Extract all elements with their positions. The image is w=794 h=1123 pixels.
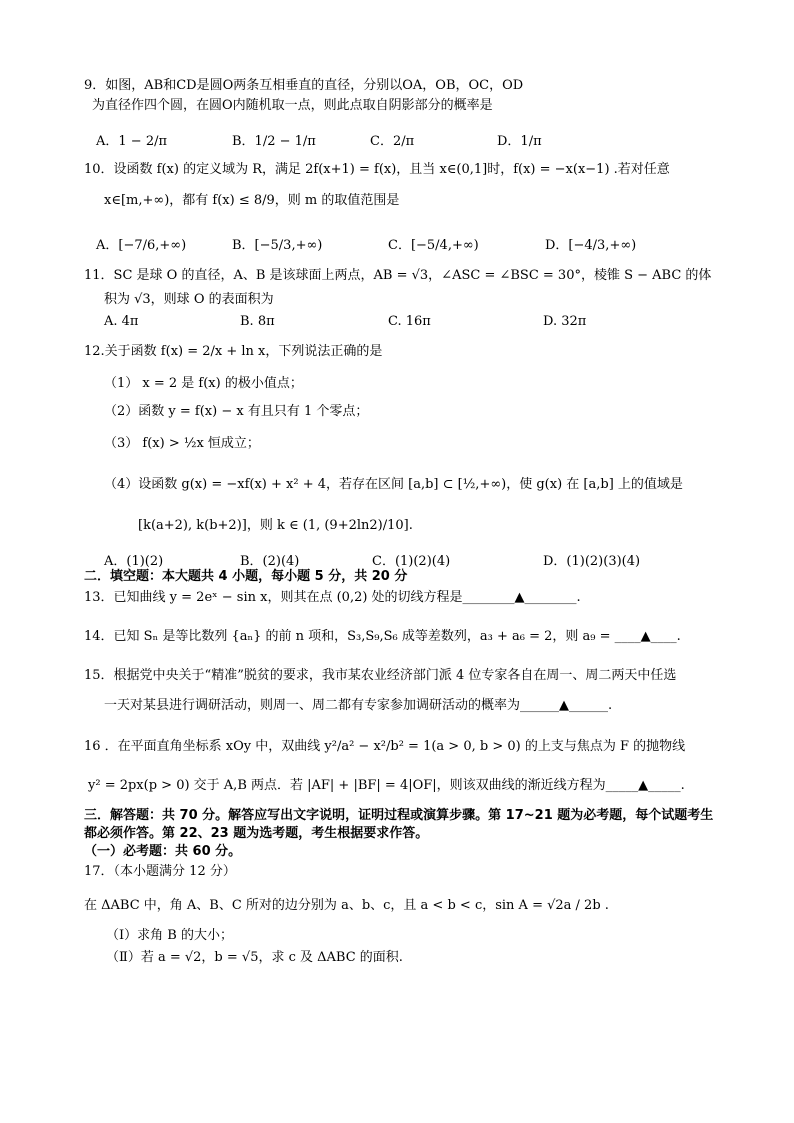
q12-option-d: D．(1)(2)(3)(4) [543, 554, 641, 569]
section-2-heading: 二．填空题：本大题共 4 小题，每小题 5 分，共 20 分 [84, 569, 408, 584]
q17-heading: 17．（本小题满分 12 分） [84, 864, 236, 879]
q11-option-a: A. 4π [104, 314, 139, 329]
q17-part-2: （Ⅱ）若 a = √2，b = √5，求 c 及 ΔABC 的面积. [106, 950, 403, 965]
q13: 13．已知曲线 y = 2eˣ − sin x，则其在点 (0,2) 处的切线方程是________▲________. [84, 590, 581, 605]
q11-line2: 积为 √3，则球 O 的表面积为 [104, 292, 274, 307]
q15-line2: 一天对某县进行调研活动，则周一、周二都有专家参加调研活动的概率为______▲______. [104, 698, 613, 713]
q9-line2: 为直径作四个圆，在圆O内随机取一点，则此点取自阴影部分的概率是 [92, 98, 493, 113]
q12-statement-4b: [k(a+2), k(b+2)]，则 k ∈ (1, (9+2ln2)/10]. [138, 518, 413, 533]
q17-stem: 在 ΔABC 中，角 A、B、C 所对的边分别为 a、b、c，且 a < b < c，sin A = √2a / 2b . [84, 898, 609, 913]
q17-part-1: （Ⅰ）求角 B 的大小； [106, 928, 233, 943]
q12-statement-3: （3） f(x) > ½x 恒成立； [104, 436, 260, 451]
q9-option-c: C．2/π [370, 134, 415, 149]
q10-option-b: B．[−5/3,+∞) [232, 238, 323, 253]
q12-statement-1: （1） x = 2 是 f(x) 的极小值点； [104, 376, 303, 391]
q12-option-a: A．(1)(2) [104, 554, 164, 569]
q10-line2: x∈[m,+∞)，都有 f(x) ≤ 8/9，则 m 的取值范围是 [104, 193, 400, 208]
q9-option-a: A．1 − 2/π [96, 134, 168, 149]
q9-option-d: D．1/π [497, 134, 542, 149]
section-3-line1: 三．解答题：共 70 分。解答应写出文字说明，证明过程或演算步骤。第 17~21 题为必考题，每个试题考生 [84, 808, 714, 823]
q9-option-b: B．1/2 − 1/π [232, 134, 316, 149]
q16-line1: 16 ．在平面直角坐标系 xOy 中，双曲线 y²/a² − x²/b² = 1(a > 0, b > 0) 的上支与焦点为 F 的抛物线 [84, 739, 686, 754]
q14: 14．已知 Sₙ 是等比数列 {aₙ} 的前 n 项和，S₃,S₉,S₆ 成等差数列，a₃ + a₆ = 2，则 a₉ = ____▲____. [84, 629, 681, 644]
q12-option-b: B．(2)(4) [240, 554, 300, 569]
q10-line1: 10．设函数 f(x) 的定义域为 R，满足 2f(x+1) = f(x)，且当 x∈(0,1]时，f(x) = −x(x−1) .若对任意 [84, 162, 670, 177]
q11-option-d: D. 32π [543, 314, 587, 329]
q10-option-d: D．[−4/3,+∞) [545, 238, 637, 253]
q11-option-c: C. 16π [388, 314, 431, 329]
q12-statement-2: （2）函数 y = f(x) − x 有且只有 1 个零点； [104, 404, 369, 419]
q10-option-c: C．[−5/4,+∞) [388, 238, 479, 253]
section-3-required: （一）必考题：共 60 分。 [84, 844, 242, 859]
q12-line1: 12.关于函数 f(x) = 2/x + ln x，下列说法正确的是 [84, 344, 383, 359]
q15-line1: 15．根据党中央关于“精准”脱贫的要求，我市某农业经济部门派 4 位专家各自在周一、周二两天中任选 [84, 668, 677, 683]
q12-statement-4: （4）设函数 g(x) = −xf(x) + x² + 4，若存在区间 [a,b] ⊂ [½,+∞)，使 g(x) 在 [a,b] 上的值域是 [104, 477, 683, 492]
q9-line1: 9．如图，AB和CD是圆O两条互相垂直的直径，分别以OA，OB，OC，OD [84, 78, 524, 93]
q16-line2: y² = 2px(p > 0) 交于 A,B 两点．若 |AF| + |BF| = 4|OF|，则该双曲线的渐近线方程为_____▲_____. [88, 778, 685, 793]
q11-option-b: B. 8π [240, 314, 275, 329]
q11-line1: 11．SC 是球 O 的直径，A、B 是该球面上两点，AB = √3，∠ASC = ∠BSC = 30°，棱锥 S − ABC 的体 [84, 268, 712, 283]
q12-option-c: C．(1)(2)(4) [372, 554, 451, 569]
q10-option-a: A．[−7/6,+∞) [96, 238, 187, 253]
section-3-line2: 都必须作答。第 22、23 题为选考题，考生根据要求作答。 [84, 826, 429, 841]
